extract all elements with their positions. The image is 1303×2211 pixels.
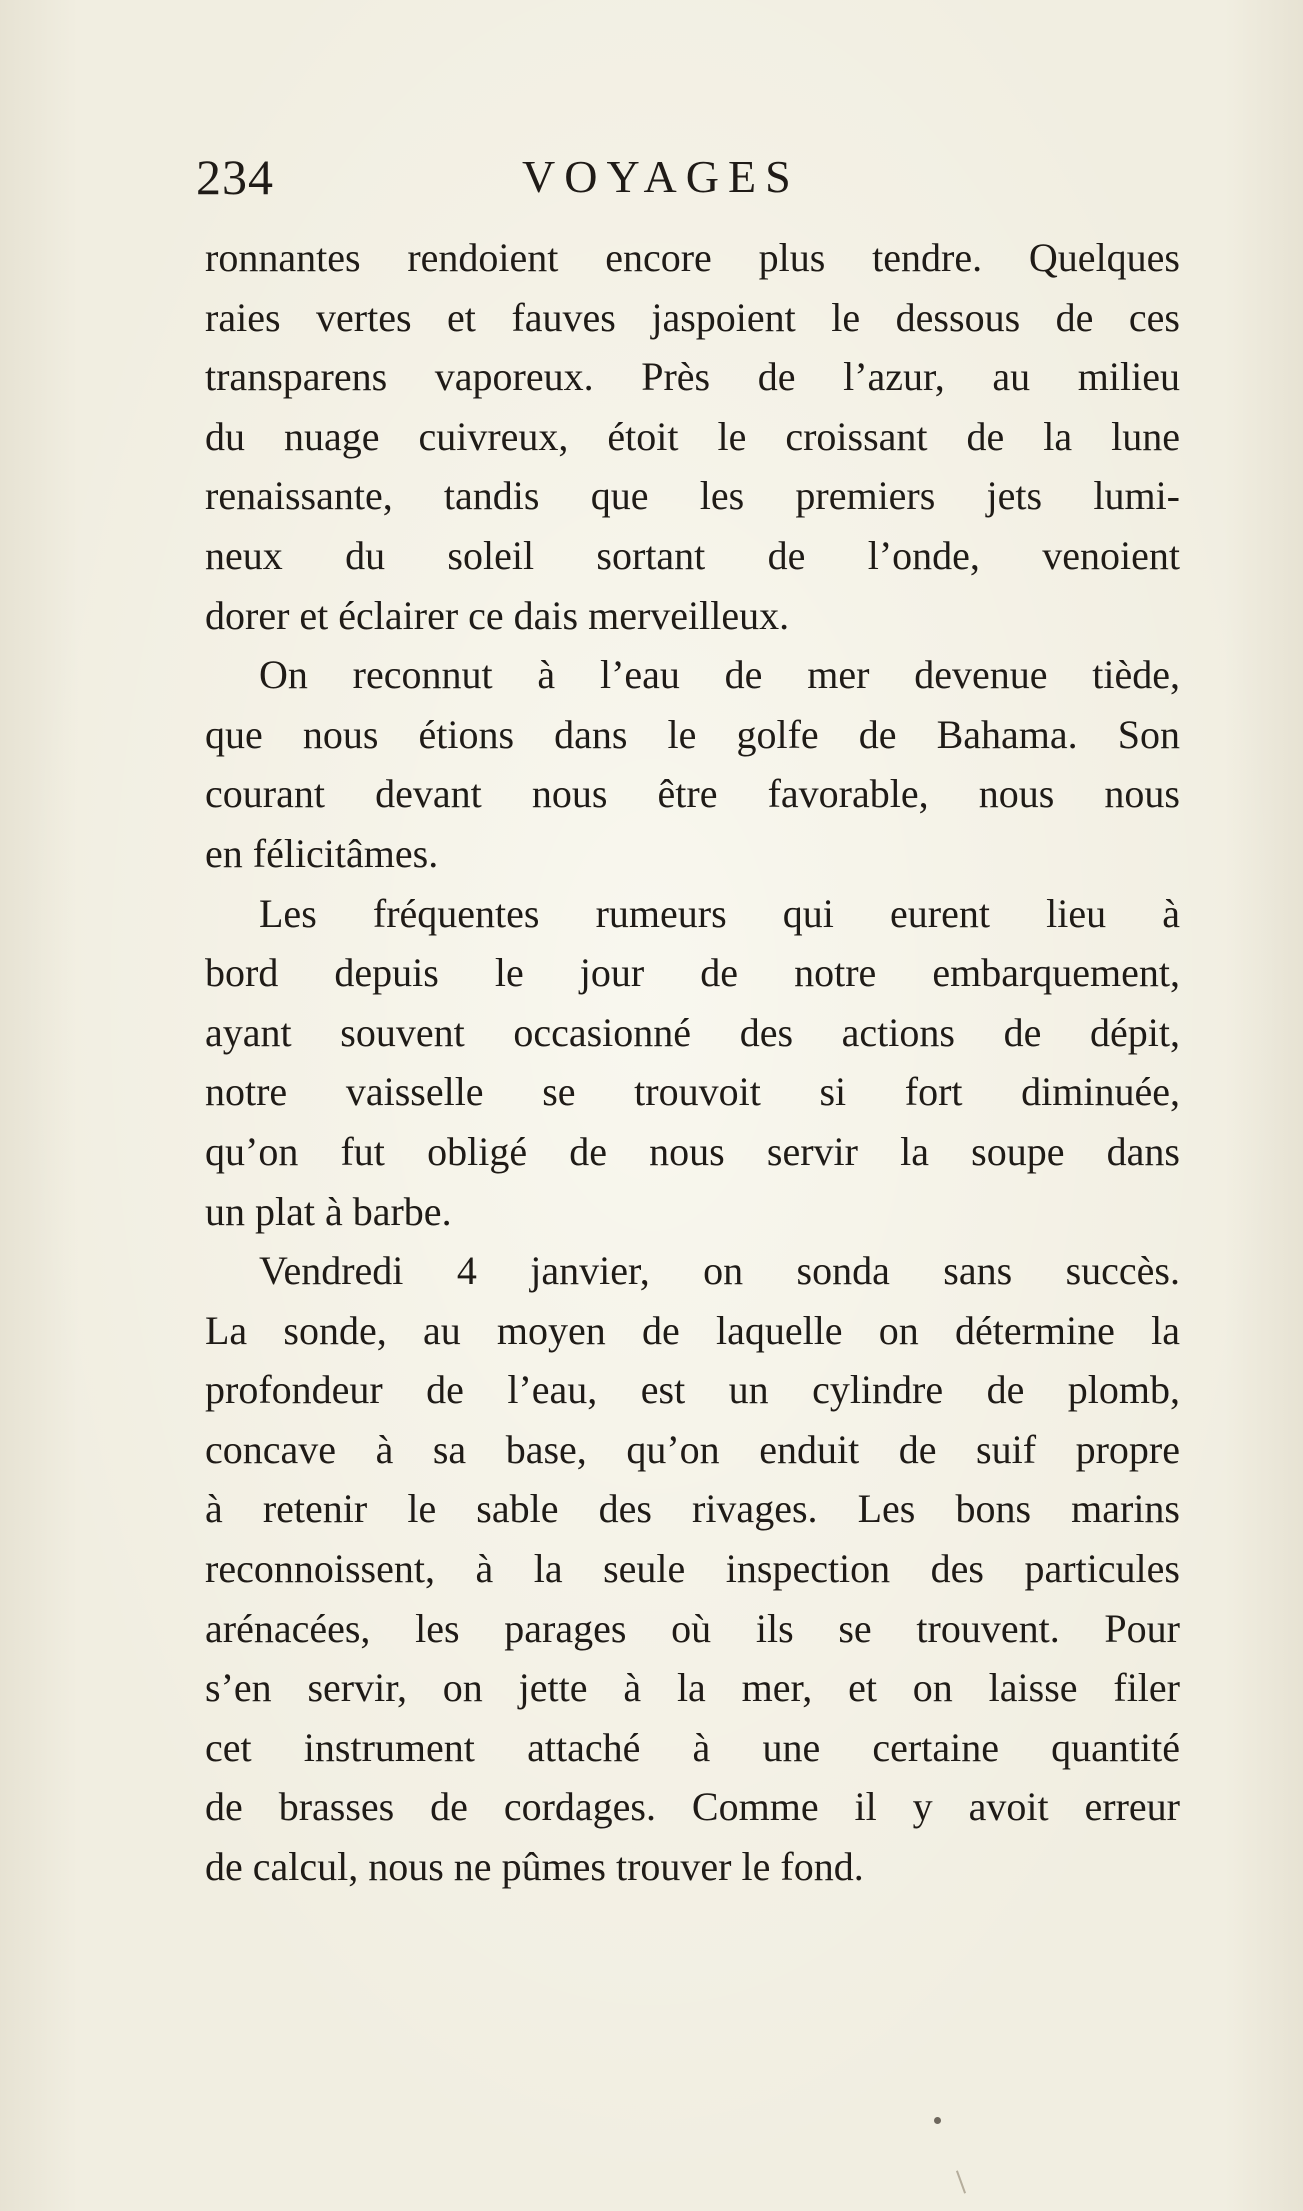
text-line: profondeur de l’eau, est un cylindre de plomb, [205, 1367, 1180, 1413]
text-line: un plat à barbe. [205, 1188, 452, 1234]
text-line: arénacées, les parages où ils se trouvent. Pour [205, 1605, 1180, 1651]
paragraph-first-line: On reconnut à l’eau de mer devenue tiède, [259, 652, 1180, 698]
text-line: ronnantes rendoient encore plus tendre. Quelques [205, 235, 1180, 280]
text-line: raies vertes et fauves jaspoient le dessous de ces [205, 294, 1180, 340]
text-line: renaissante, tandis que les premiers jets lumi- [205, 473, 1180, 519]
paragraph-first-line: Vendredi 4 janvier, on sonda sans succès. [259, 1248, 1180, 1294]
text-line: concave à sa base, qu’on enduit de suif propre [205, 1426, 1180, 1472]
text-line: que nous étions dans le golfe de Bahama. Son [205, 711, 1180, 757]
text-line: en félicitâmes. [205, 830, 439, 876]
text-line: à retenir le sable des rivages. Les bons marins [205, 1486, 1180, 1532]
paragraph-first-line: Les fréquentes rumeurs qui eurent lieu à [259, 890, 1180, 936]
text-line: qu’on fut obligé de nous servir la soupe dans [205, 1128, 1180, 1174]
text-line: du nuage cuivreux, étoit le croissant de la lune [205, 413, 1180, 459]
text-line: cet instrument attaché à une certaine quantité [205, 1724, 1180, 1770]
text-line: notre vaisselle se trouvoit si fort diminuée, [205, 1069, 1180, 1115]
running-title: VOYAGES [522, 151, 800, 202]
text-line: transparens vaporeux. Près de l’azur, au milieu [205, 354, 1180, 400]
text-line: reconnoissent, à la seule inspection des particules [205, 1546, 1180, 1592]
text-line: de brasses de cordages. Comme il y avoit erreur [205, 1784, 1180, 1830]
page-header [196, 148, 996, 218]
text-block [205, 228, 1180, 1897]
text-line: s’en servir, on jette à la mer, et on laisse filer [205, 1665, 1180, 1711]
text-line: dorer et éclairer ce dais merveilleux. [205, 592, 790, 638]
text-line: bord depuis le jour de notre embarquement, [205, 950, 1180, 996]
text-line: La sonde, au moyen de laquelle on détermine la [205, 1307, 1180, 1353]
ink-speck [934, 2117, 941, 2124]
text-line: neux du soleil sortant de l’onde, venoient [205, 532, 1180, 578]
text-line: de calcul, nous ne pûmes trouver le fond. [205, 1844, 864, 1890]
paper-mark [956, 2170, 966, 2193]
page-number: 234 [196, 149, 274, 205]
text-line: ayant souvent occasionné des actions de dépit, [205, 1009, 1180, 1055]
text-line: courant devant nous être favorable, nous nous [205, 771, 1180, 817]
